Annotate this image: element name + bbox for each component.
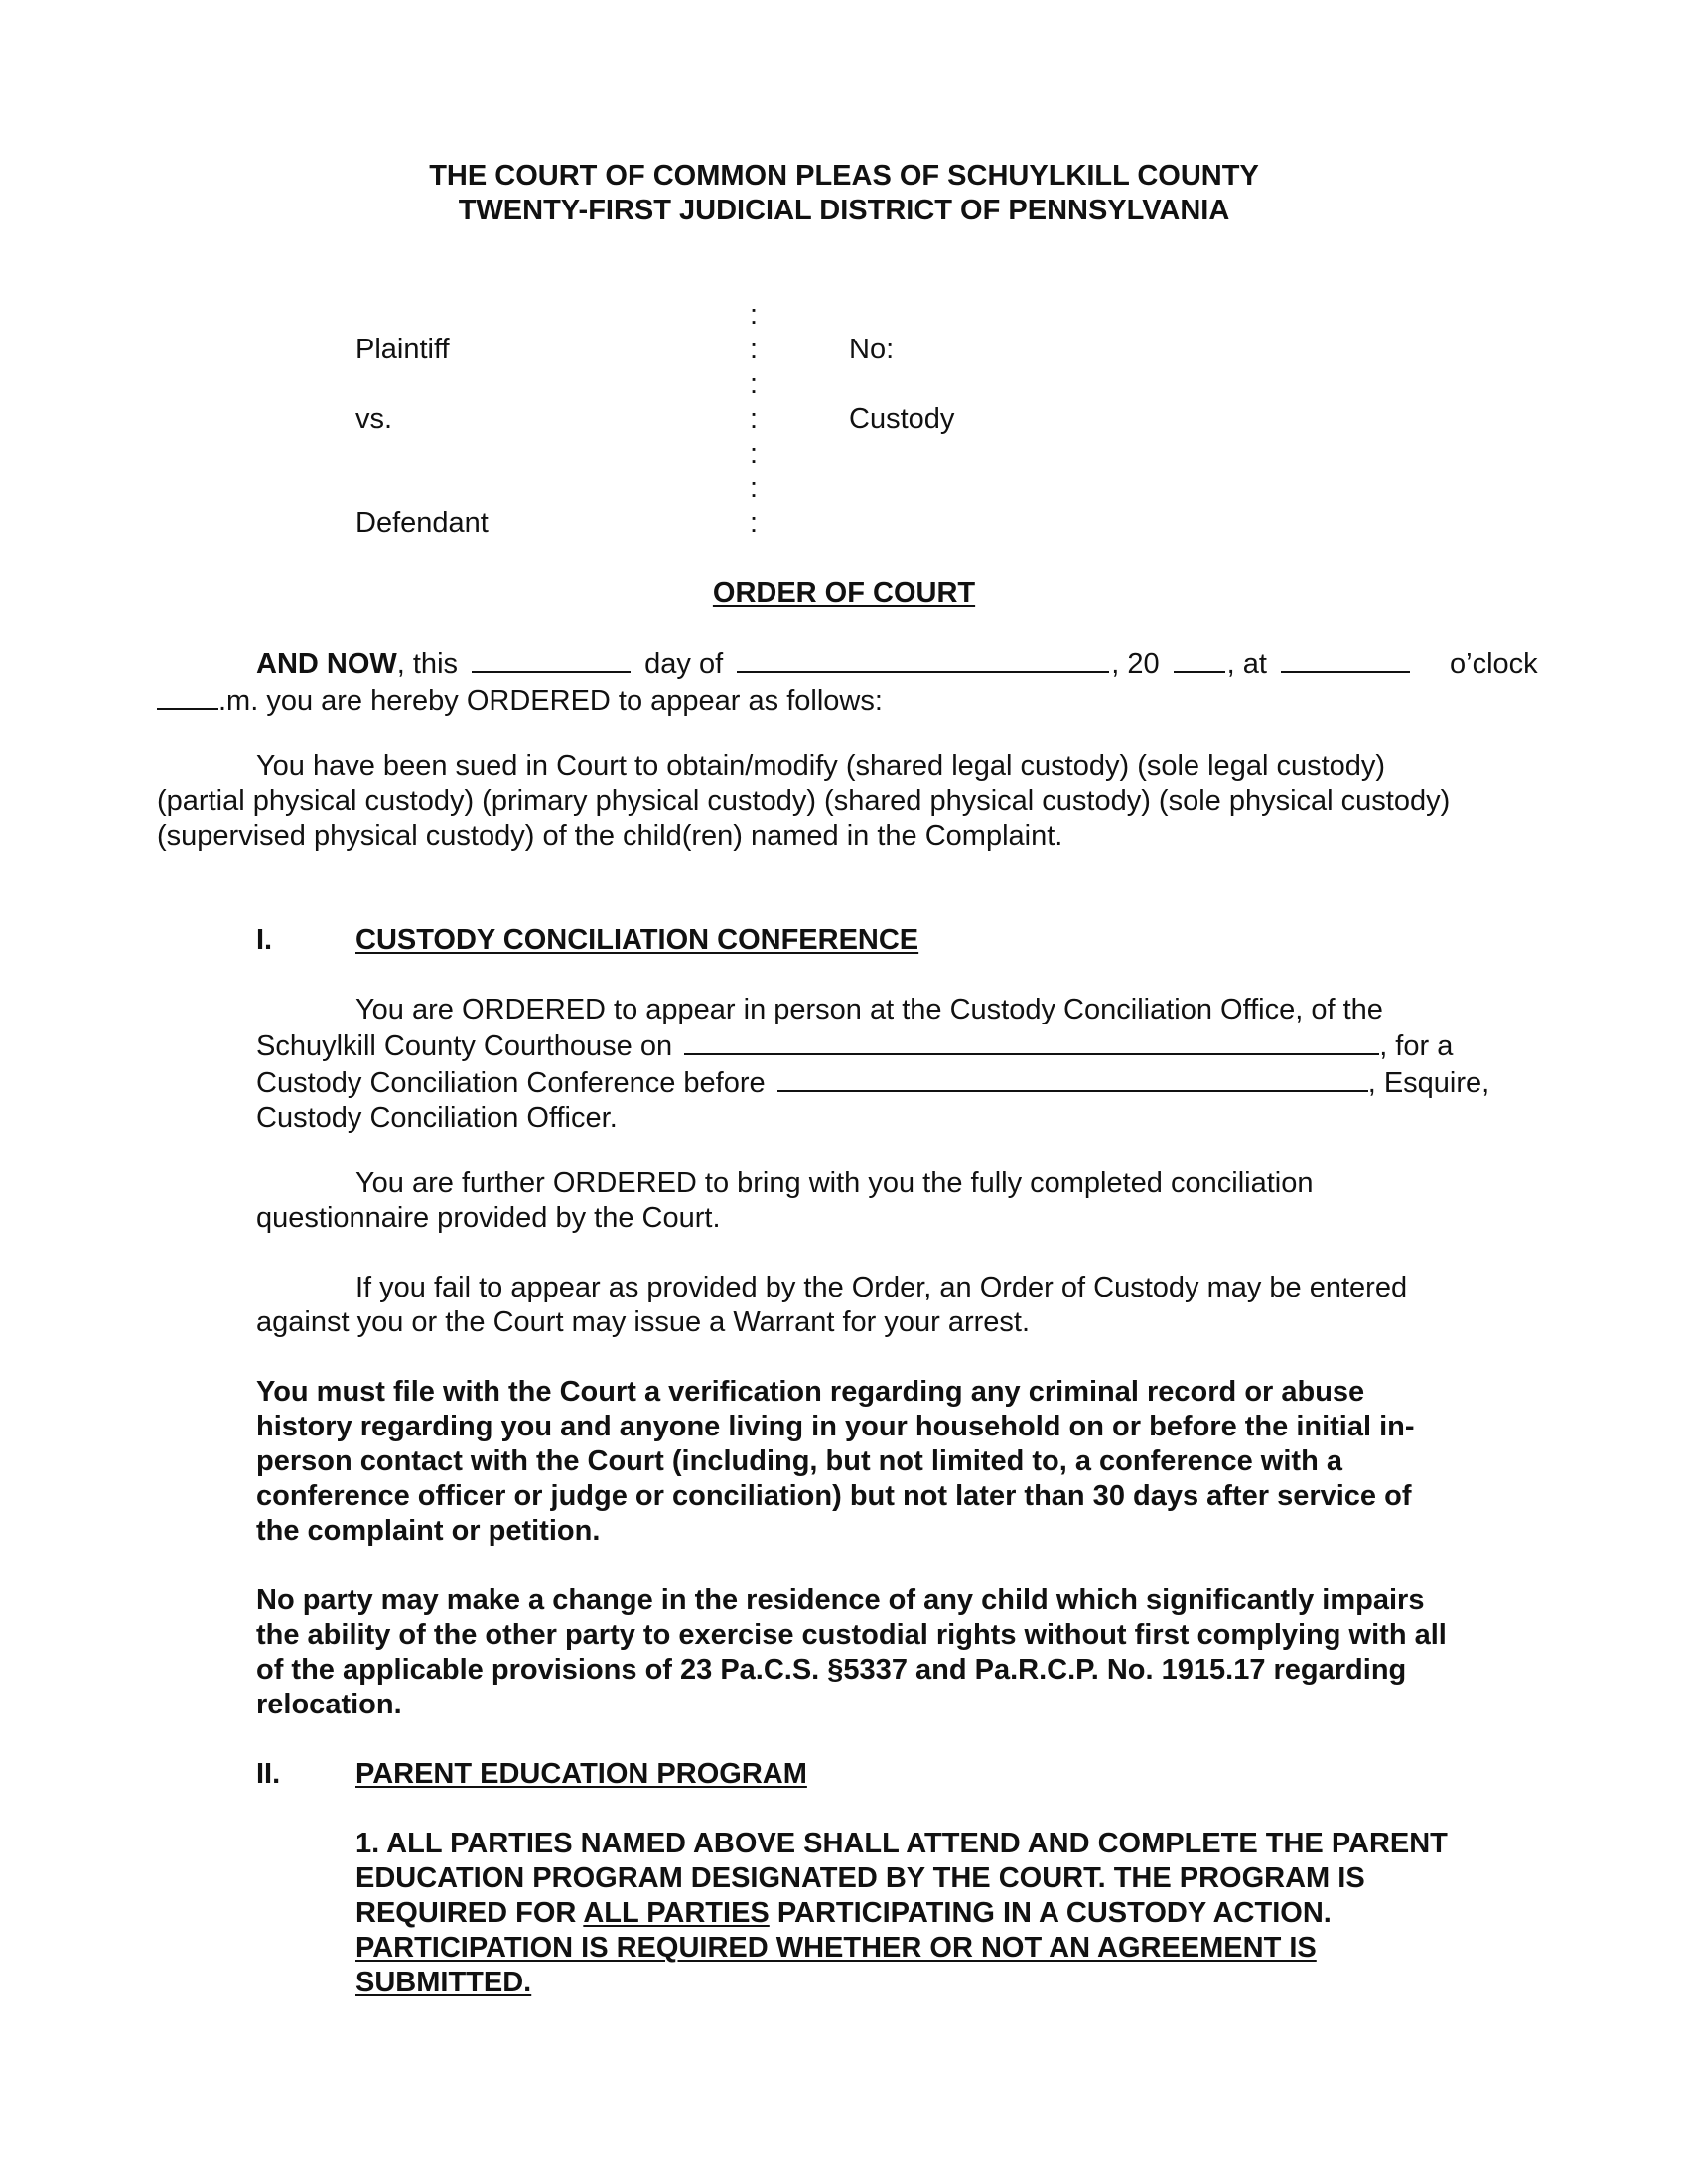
verification-line: person contact with the Court (including, but not limited to, a conference with a — [256, 1445, 1342, 1477]
defendant-label: Defendant — [355, 507, 489, 539]
participating-text: PARTICIPATING IN A CUSTODY ACTION. — [769, 1897, 1332, 1929]
intro-oclock: o’clock — [1450, 648, 1538, 680]
relocation-paragraph — [256, 1583, 1547, 1722]
vs-label: vs. — [355, 403, 393, 435]
relocation-line: the ability of the other party to exercise custodial rights without first complying with all — [256, 1619, 1447, 1651]
esquire-label: , Esquire, — [1367, 1067, 1490, 1099]
submitted-line: SUBMITTED. — [355, 1967, 532, 1998]
order-title: ORDER OF COURT — [712, 577, 976, 609]
verification-line: conference officer or judge or conciliation) but not later than 30 days after service of — [256, 1480, 1412, 1512]
failure-to-appear-paragraph — [256, 1271, 1547, 1340]
conciliation-officer-label: Custody Conciliation Officer. — [256, 1102, 618, 1134]
failure-line: against you or the Court may issue a Warrant for your arrest. — [256, 1306, 1031, 1338]
month-blank — [737, 645, 1109, 673]
section2-number: II. — [256, 1758, 281, 1790]
questionnaire-paragraph — [256, 1166, 1547, 1236]
case-type-label: Custody — [849, 403, 955, 435]
participation-required-line: PARTICIPATION IS REQUIRED WHETHER OR NOT AN AGREEMENT IS — [355, 1932, 1317, 1964]
year-blank — [1174, 645, 1225, 673]
sued-paragraph — [157, 750, 1547, 854]
relocation-line: relocation. — [256, 1689, 402, 1720]
court-name-heading: THE COURT OF COMMON PLEAS OF SCHUYLKILL COUNTY — [429, 160, 1259, 192]
sued-line: You have been sued in Court to obtain/modify (shared legal custody) (sole legal custody) — [256, 751, 1386, 782]
sued-line: (partial physical custody) (primary physical custody) (shared physical custody) (sole physical custody) — [157, 785, 1451, 817]
intro-this: , this — [396, 648, 459, 680]
caption-divider-colon: : — [750, 334, 759, 365]
relocation-line: of the applicable provisions of 23 Pa.C.S. §5337 and Pa.R.C.P. No. 1915.17 regarding — [256, 1654, 1407, 1686]
conference-date-blank — [684, 1027, 1379, 1055]
relocation-line: No party may make a change in the residence of any child which significantly impairs — [256, 1584, 1425, 1616]
verification-paragraph — [256, 1375, 1547, 1549]
caption-divider-colon: : — [750, 299, 759, 331]
and-now-lead: AND NOW — [256, 648, 397, 680]
parent-education-paragraph — [355, 1827, 1547, 2000]
plaintiff-label: Plaintiff — [355, 334, 450, 365]
section1-title: CUSTODY CONCILIATION CONFERENCE — [355, 924, 919, 956]
required-for-text: REQUIRED FOR — [355, 1897, 584, 1929]
courthouse-on-label: Schuylkill County Courthouse on — [256, 1030, 673, 1062]
caption-divider-colon: : — [750, 403, 759, 435]
intro-twenty: , 20 — [1111, 648, 1160, 680]
questionnaire-line: You are further ORDERED to bring with you the fully completed conciliation — [355, 1167, 1314, 1199]
verification-line: You must file with the Court a verification regarding any criminal record or abuse — [256, 1376, 1365, 1408]
intro-line2: .m. you are hereby ORDERED to appear as follows: — [218, 685, 883, 717]
verification-line: history regarding you and anyone living in your household on or before the initial in- — [256, 1411, 1415, 1442]
am-pm-blank — [157, 682, 218, 710]
intro-paragraph — [157, 645, 1537, 719]
conference-line: You are ORDERED to appear in person at the Custody Conciliation Office, of the — [355, 994, 1383, 1025]
day-blank — [472, 645, 631, 673]
judicial-district-heading: TWENTY-FIRST JUDICIAL DISTRICT OF PENNSYLVANIA — [458, 195, 1230, 226]
intro-at: , at — [1226, 648, 1267, 680]
section2-title: PARENT EDUCATION PROGRAM — [355, 1758, 807, 1790]
sued-line: (supervised physical custody) of the child(ren) named in the Complaint. — [157, 820, 1063, 852]
all-parties-text: ALL PARTIES — [583, 1897, 770, 1929]
for-a-label: , for a — [1379, 1030, 1454, 1062]
conference-before-label: Custody Conciliation Conference before — [256, 1067, 766, 1099]
case-number-label: No: — [849, 334, 895, 365]
caption-divider-colon: : — [750, 438, 759, 470]
parent-education-line: 1. ALL PARTIES NAMED ABOVE SHALL ATTEND AND COMPLETE THE PARENT — [355, 1828, 1448, 1859]
failure-line: If you fail to appear as provided by the Order, an Order of Custody may be entered — [355, 1272, 1408, 1303]
caption-divider-colon: : — [750, 368, 759, 400]
parent-education-line: EDUCATION PROGRAM DESIGNATED BY THE COURT. THE PROGRAM IS — [355, 1862, 1365, 1894]
caption-divider-colon: : — [750, 507, 759, 539]
intro-day-of: day of — [644, 648, 724, 680]
conference-paragraph — [256, 993, 1547, 1136]
section1-number: I. — [256, 924, 273, 956]
time-blank — [1281, 645, 1410, 673]
caption-divider-colon: : — [750, 473, 759, 504]
questionnaire-line: questionnaire provided by the Court. — [256, 1202, 721, 1234]
verification-line: the complaint or petition. — [256, 1515, 601, 1547]
conciliation-officer-blank — [777, 1064, 1368, 1092]
